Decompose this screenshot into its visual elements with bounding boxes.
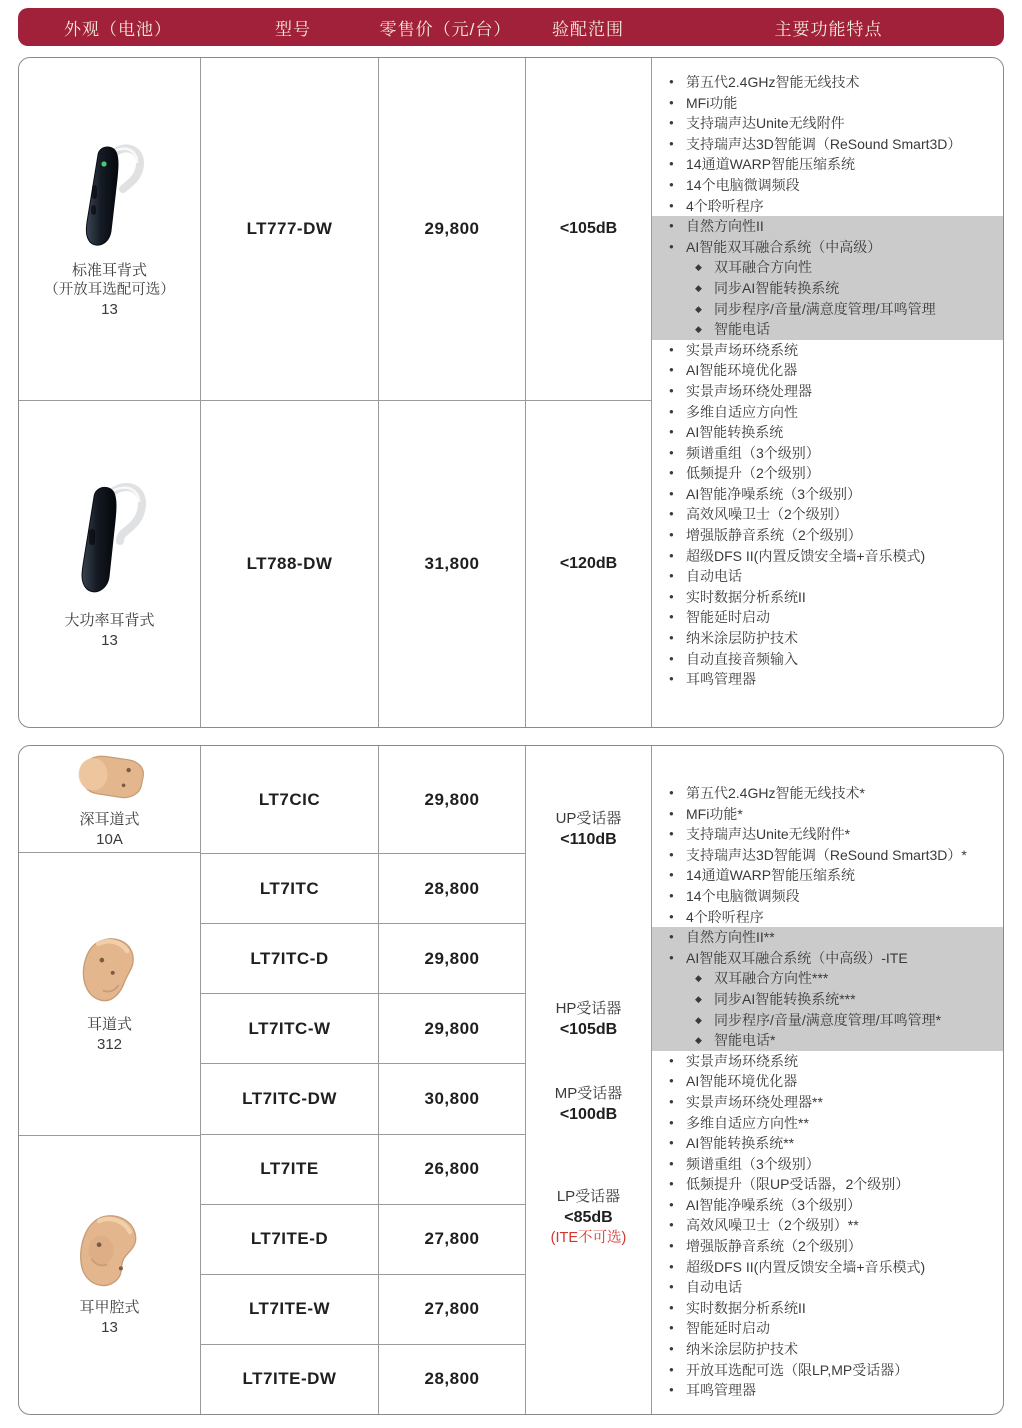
price-column [379, 58, 526, 727]
feature-list-highlight-band [652, 927, 1003, 1051]
bte-standard-device-image [62, 139, 158, 255]
price-cell: 28,800 [379, 854, 525, 924]
receiver-label: MP受话器 [554, 1085, 623, 1102]
feature-item: ● 超级DFS II(内置反馈安全墙+音乐模式) [666, 1257, 997, 1278]
feature-item: ● 超级DFS II(内置反馈安全墙+音乐模式) [666, 546, 997, 567]
feature-item: ● MFi功能 [666, 93, 997, 114]
battery-size-label: 13 [101, 632, 118, 649]
battery-size-label: 13 [101, 1319, 118, 1336]
db-limit: <85dB [564, 1209, 613, 1226]
feature-item: ● 14通道WARP智能压缩系统 [666, 154, 997, 175]
model-cell: LT7ITC-W [201, 994, 378, 1064]
feature-item: ● 实时数据分析系统II [666, 1298, 997, 1319]
model-cell: LT788-DW [246, 554, 333, 573]
feature-item: ● 开放耳选配可选（限LP,MP受话器） [666, 1360, 997, 1381]
fitting-range-column [526, 58, 652, 727]
model-column [201, 746, 379, 1414]
feature-item: ● 实景声场环绕处理器** [666, 1092, 997, 1113]
device-type-label: 耳甲腔式 [79, 1299, 140, 1316]
feature-item: ● 智能延时启动 [666, 1318, 997, 1339]
model-cell: LT7ITE-W [201, 1275, 378, 1345]
device-type-label: 深耳道式 [79, 811, 140, 828]
feature-item: ● 频谱重组（3个级别） [666, 1154, 997, 1175]
price-cell: 30,800 [379, 1064, 525, 1134]
feature-item: ● 智能延时启动 [666, 607, 997, 628]
feature-item: ● AI智能净噪系统（3个级别） [666, 484, 997, 505]
header-col-appearance: 外观（电池） [64, 19, 172, 39]
led-indicator [101, 161, 106, 166]
feature-item: ● 支持瑞声达Unite无线附件 [666, 113, 997, 134]
feature-item: ● 纳米涂层防护技术 [666, 628, 997, 649]
header-col-price: 零售价（元/台） [379, 19, 512, 39]
feature-item: ◆ 智能电话 [666, 319, 997, 340]
feature-item: ● 第五代2.4GHz智能无线技术 [666, 72, 997, 93]
feature-item: ● 支持瑞声达3D智能调（ReSound Smart3D） [666, 134, 997, 155]
feature-item: ● 实景声场环绕处理器 [666, 381, 997, 402]
price-cell: 29,800 [379, 994, 525, 1064]
feature-list-rest [652, 340, 1003, 690]
feature-item: ● AI智能双耳融合系统（中高级）-ITE [666, 948, 997, 969]
feature-item: ● 自动电话 [666, 1277, 997, 1298]
feature-item: ● 低频提升（2个级别） [666, 463, 997, 484]
feature-item: ● AI智能环境优化器 [666, 360, 997, 381]
price-cell: 29,800 [379, 924, 525, 994]
model-cell: LT7ITE-DW [242, 1369, 337, 1389]
header-col-model: 型号 [275, 19, 311, 39]
feature-item: ● AI智能转换系统 [666, 422, 997, 443]
fitting-range-cell: <120dB [559, 555, 618, 572]
price-cell: 28,800 [424, 1369, 480, 1389]
feature-item: ● 增强版静音系统（2个级别） [666, 1236, 997, 1257]
feature-item: ● 多维自适应方向性 [666, 402, 997, 423]
feature-item: ● 低频提升（限UP受话器，2个级别） [666, 1174, 997, 1195]
device-note-label: （开放耳选配可选） [44, 281, 175, 298]
appearance-cell-bte-standard [19, 58, 200, 401]
feature-list-top [652, 58, 1003, 216]
fitting-range-cell: <105dB [526, 58, 651, 401]
feature-item: ● 纳米涂层防护技术 [666, 1339, 997, 1360]
feature-item: ● 14通道WARP智能压缩系统 [666, 865, 997, 886]
header-col-features: 主要功能特点 [774, 19, 883, 39]
ite-device-image [69, 1212, 151, 1292]
receiver-label: HP受话器 [555, 1000, 622, 1017]
feature-item: ● 第五代2.4GHz智能无线技术* [666, 783, 997, 804]
fitting-range-lp [526, 1186, 651, 1249]
appearance-cell-cic [19, 746, 200, 853]
price-cell: 27,800 [379, 1275, 525, 1345]
feature-item: ● 4个聆听程序 [666, 196, 997, 217]
feature-item: ● 耳鸣管理器 [666, 669, 997, 690]
feature-item: ◆ 同步程序/音量/满意度管理/耳鸣管理* [666, 1010, 997, 1031]
fitting-range-hp [526, 998, 651, 1040]
model-cell: LT7CIC [201, 746, 378, 854]
appearance-column [19, 58, 201, 727]
appearance-cell-ite [19, 1136, 200, 1414]
fitting-range-column [526, 746, 652, 1414]
feature-item: ● AI智能双耳融合系统（中高级） [666, 237, 997, 258]
feature-item: ● 支持瑞声达3D智能调（ReSound Smart3D）* [666, 845, 997, 866]
feature-item: ◆ 双耳融合方向性 [666, 257, 997, 278]
device-type-label: 耳道式 [86, 1016, 132, 1033]
device-type-label: 标准耳背式 [71, 261, 147, 279]
model-cell: LT7ITC [201, 854, 378, 924]
cic-device-image [69, 748, 151, 804]
feature-item: ● 多维自适应方向性** [666, 1113, 997, 1134]
db-limit: <105dB [559, 1021, 618, 1038]
feature-list-highlight-band [652, 216, 1003, 340]
bte-power-device-image [58, 477, 162, 605]
appearance-cell-itc [19, 853, 200, 1136]
feature-item: ◆ 同步AI智能转换系统 [666, 278, 997, 299]
feature-item: ◆ 双耳融合方向性*** [666, 968, 997, 989]
feature-item: ● 实景声场环绕系统 [666, 1051, 997, 1072]
feature-item: ● 增强版静音系统（2个级别） [666, 525, 997, 546]
feature-item: ● MFi功能* [666, 804, 997, 825]
feature-item: ● 自动电话 [666, 566, 997, 587]
itc-device-image [71, 933, 149, 1009]
price-cell: 31,800 [424, 554, 480, 573]
ite-unavailable-note: (ITE不可选) [550, 1230, 627, 1246]
db-limit: <110dB [560, 831, 617, 848]
feature-item: ● 高效风噪卫士（2个级别） [666, 504, 997, 525]
model-cell: LT7ITC-DW [201, 1064, 378, 1134]
feature-item: ● 自动直接音频输入 [666, 649, 997, 670]
fitting-range-up [526, 808, 651, 850]
db-limit: <100dB [559, 1106, 618, 1123]
price-cell: 29,800 [379, 746, 525, 854]
receiver-label: UP受话器 [555, 810, 622, 827]
feature-item: ● AI智能环境优化器 [666, 1071, 997, 1092]
header-col-range: 验配范围 [552, 19, 624, 39]
feature-item: ● 14个电脑微调频段 [666, 175, 997, 196]
feature-list-top [652, 746, 1003, 927]
model-cell: LT7ITC-D [201, 924, 378, 994]
features-panel [652, 58, 1003, 727]
feature-item: ● AI智能转换系统** [666, 1133, 997, 1154]
feature-item: ◆ 同步程序/音量/满意度管理/耳鸣管理 [666, 299, 997, 320]
model-cell: LT7ITE [201, 1135, 378, 1205]
feature-item: ◆ 智能电话* [666, 1030, 997, 1051]
feature-item: ● 频谱重组（3个级别） [666, 443, 997, 464]
price-cell: 26,800 [379, 1135, 525, 1205]
price-cell: 29,800 [379, 58, 525, 401]
feature-item: ● 高效风噪卫士（2个级别）** [666, 1215, 997, 1236]
device-type-label: 大功率耳背式 [64, 612, 155, 629]
feature-item: ● 实景声场环绕系统 [666, 340, 997, 361]
feature-item: ● 自然方向性II** [666, 927, 997, 948]
battery-size-label: 10A [96, 831, 123, 848]
price-cell: 27,800 [379, 1205, 525, 1275]
battery-size-label: 13 [101, 300, 118, 318]
feature-item: ● AI智能净噪系统（3个级别） [666, 1195, 997, 1216]
feature-item: ● 耳鸣管理器 [666, 1380, 997, 1401]
feature-item: ● 自然方向性II [666, 216, 997, 237]
feature-list-rest [652, 1051, 1003, 1401]
receiver-label: LP受话器 [556, 1188, 621, 1205]
bte-products-table [18, 57, 1004, 728]
features-panel [652, 746, 1003, 1414]
appearance-cell-bte-power [19, 401, 200, 727]
feature-item: ● 实时数据分析系统II [666, 587, 997, 608]
table-header-bar [18, 8, 1004, 46]
fitting-range-mp [526, 1083, 651, 1125]
feature-item: ● 14个电脑微调频段 [666, 886, 997, 907]
feature-item: ● 支持瑞声达Unite无线附件* [666, 824, 997, 845]
ite-products-table [18, 745, 1004, 1415]
feature-item: ● 4个聆听程序 [666, 907, 997, 928]
model-cell: LT777-DW [201, 58, 378, 401]
appearance-column [19, 746, 201, 1414]
model-column [201, 58, 379, 727]
price-column [379, 746, 526, 1414]
feature-item: ◆ 同步AI智能转换系统*** [666, 989, 997, 1010]
model-cell: LT7ITE-D [201, 1205, 378, 1275]
battery-size-label: 312 [96, 1036, 123, 1053]
